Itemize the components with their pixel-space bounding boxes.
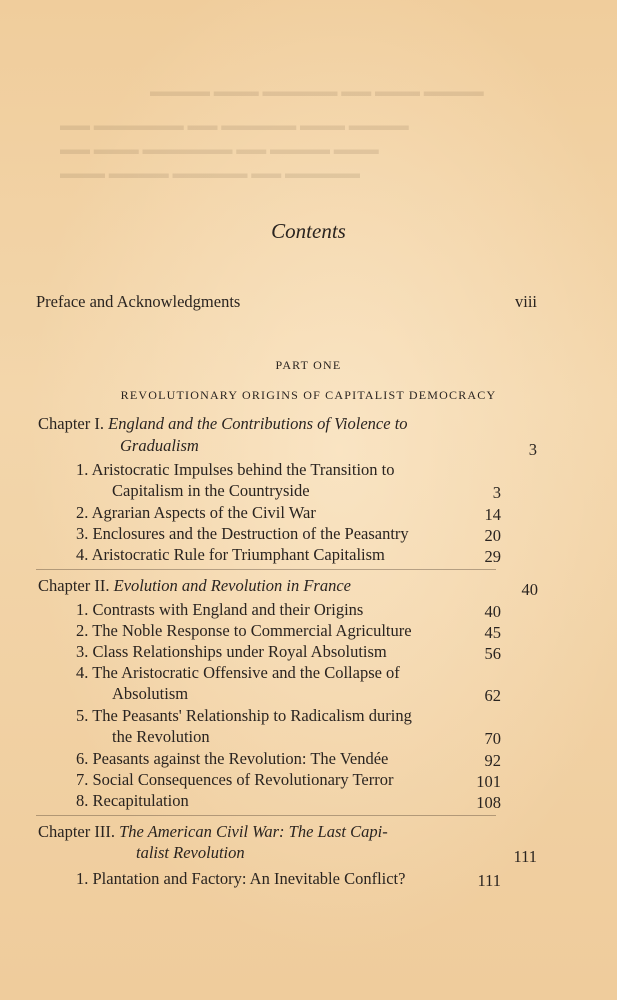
bleed-through-texture: ▬▬▬▬ ▬▬▬ ▬▬▬▬▬ ▬▬ ▬▬▬▬▬▬ ▬▬ <box>60 118 409 134</box>
bleed-through-texture: ▬▬▬ ▬▬▬▬ ▬▬ ▬▬▬▬▬▬ ▬▬▬ ▬▬ <box>60 142 379 158</box>
toc-entry: 3. Enclosures and the Destruction of the Peasantry <box>76 524 409 543</box>
toc-entry: 3. Class Relationships under Royal Absolutism <box>76 642 387 661</box>
chapter-heading <box>38 576 351 596</box>
chapter-title: England and the Contributions of Violence to <box>108 414 408 433</box>
toc-entry: 6. Peasants against the Revolution: The Vendée <box>76 749 389 768</box>
chapter-heading <box>38 414 408 434</box>
toc-entry: 7. Social Consequences of Revolutionary Terror <box>76 770 394 789</box>
page-number: 14 <box>484 505 501 524</box>
page-number: 111 <box>513 847 537 866</box>
page-number: 45 <box>484 623 501 642</box>
chapter-prefix: Chapter III. <box>38 822 115 841</box>
page-number: 56 <box>484 644 501 663</box>
page-number: viii <box>514 292 537 311</box>
page-number: 111 <box>477 871 501 890</box>
page-number: 20 <box>484 526 501 545</box>
contents-title: Contents <box>271 219 346 243</box>
toc-entry: 2. The Noble Response to Commercial Agriculture <box>76 621 412 640</box>
page-number: 40 <box>484 602 501 621</box>
part-title: REVOLUTIONARY ORIGINS OF CAPITALIST DEMOCRACY <box>120 388 497 402</box>
page-number: 101 <box>476 772 501 791</box>
toc-entry-continued: Capitalism in the Countryside <box>112 481 310 500</box>
page-number: 3 <box>492 483 501 502</box>
section-rule <box>36 815 496 816</box>
toc-entry: 8. Recapitulation <box>76 791 189 810</box>
page-number: 62 <box>484 686 501 705</box>
toc-entry: 4. Aristocratic Rule for Triumphant Capitalism <box>76 545 385 564</box>
page-number: 3 <box>528 440 537 459</box>
toc-entry: 2. Agrarian Aspects of the Civil War <box>76 503 316 522</box>
page-number: 40 <box>521 580 538 599</box>
toc-entry-preface: Preface and Acknowledgments <box>36 292 241 311</box>
bleed-through-texture: ▬▬▬▬ ▬▬▬ ▬▬ ▬▬▬▬▬ ▬▬▬ ▬▬▬▬ <box>150 84 484 100</box>
chapter-heading <box>38 822 388 842</box>
page-number: 108 <box>476 793 501 812</box>
toc-entry: 1. Aristocratic Impulses behind the Transition to <box>76 460 395 479</box>
page-number: 29 <box>484 547 501 566</box>
chapter-title-continued: talist Revolution <box>136 843 245 862</box>
chapter-prefix: Chapter II. <box>38 576 110 595</box>
section-rule <box>36 569 496 570</box>
toc-entry-continued: the Revolution <box>112 727 210 746</box>
chapter-title: Evolution and Revolution in France <box>113 576 351 595</box>
chapter-title-continued: Gradualism <box>120 436 199 455</box>
part-label: PART ONE <box>275 358 342 372</box>
chapter-prefix: Chapter I. <box>38 414 104 433</box>
toc-entry: 1. Contrasts with England and their Origins <box>76 600 364 619</box>
toc-entry: 4. The Aristocratic Offensive and the Collapse of <box>76 663 400 682</box>
chapter-title: The American Civil War: The Last Capi- <box>119 822 388 841</box>
bleed-through-texture: ▬▬▬▬▬ ▬▬ ▬▬▬▬▬ ▬▬▬▬ ▬▬▬ <box>60 166 360 182</box>
page-number: 70 <box>484 729 501 748</box>
page-number: 92 <box>484 751 501 770</box>
toc-entry: 1. Plantation and Factory: An Inevitable Conflict? <box>76 869 406 888</box>
toc-entry-continued: Absolutism <box>112 684 189 703</box>
toc-entry: 5. The Peasants' Relationship to Radicalism during <box>76 706 412 725</box>
